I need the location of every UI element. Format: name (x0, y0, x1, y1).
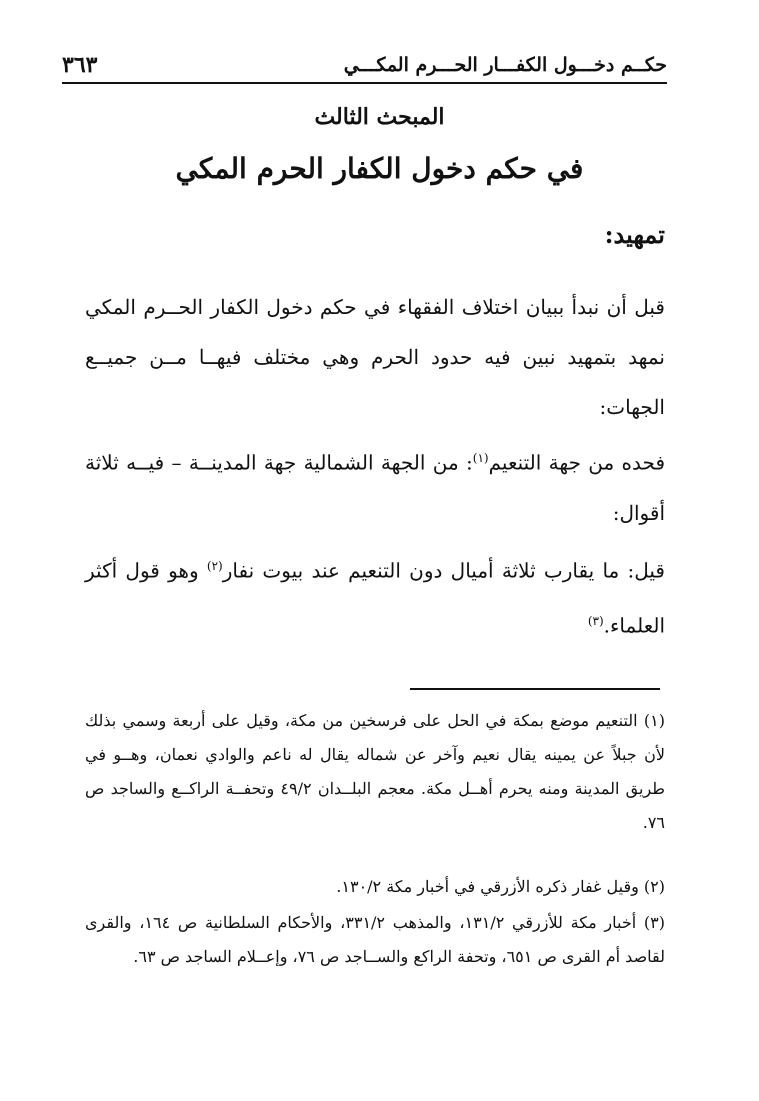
footnote-2: (٢) وقيل غفار ذكره الأزرقي في أخبار مكة ١٣٠/٢. (336, 877, 665, 896)
paragraph-3-text-end: وهو قول أكثر العلماء. (85, 558, 665, 638)
footnote-ref-2[interactable]: (٢) (206, 559, 223, 573)
footnote-separator (410, 688, 660, 690)
page-number: ٣٦٣ (62, 52, 98, 78)
footnote-3: (٣) أخبار مكة للأزرقي ١٣١/٢، والمذهب ٣٣١/٢، والأحكام السلطانية ص ١٦٤، والقرى لقاصد أم القرى ص ٦٥١، وتحفة الراكع والســاجد ص ٧٦، وإعــلام الساجد ص ٦٣. (85, 913, 665, 966)
section-title: في حكم دخول الكفار الحرم المكي (175, 152, 584, 185)
subheading: تمهيد: (604, 220, 665, 249)
paragraph-3 (85, 541, 665, 650)
section-label: المبحث الثالث (314, 104, 445, 130)
footnote-ref-1[interactable]: (١) (472, 451, 489, 465)
paragraph-2-text-end: : من الجهة الشمالية جهة المدينــة – فيــه ثلاثة أقوال: (85, 450, 665, 525)
running-title: حكــم دخـــول الكفـــار الحـــرم المكـــي (343, 54, 667, 76)
paragraph-2-text-start: فحده من جهة التنعيم (488, 450, 666, 475)
running-header (62, 46, 667, 84)
paragraph-3-text-start: قيل: ما يقارب ثلاثة أميال دون التنعيم عند بيوت نفار (222, 558, 665, 583)
paragraph-1: قبل أن نبدأ ببيان اختلاف الفقهاء في حكم دخول الكفار الحــرم المكي نمهد بتمهيد نبين فيه حدود الحرم وهي مختلف فيهــا مــن جميــع الجهات: (85, 295, 665, 419)
footnote-ref-3[interactable]: (٣) (587, 613, 604, 628)
footnote-1: (١) التنعيم موضع بمكة في الحل على فرسخين من مكة، وقيل على أربعة وسمي بذلك لأن جبلاً عن يمينه يقال نعيم وآخر عن شماله يقال له ناعم والوادي نعمان، وهــو في طريق المدينة ومنه يحرم أهــل مكة. معجم البلــدان ٤٩/٢ وتحفــة الراكــع والساجد ص ٧٦. (85, 711, 665, 832)
paragraph-2 (85, 433, 665, 538)
header-rule (62, 82, 667, 84)
